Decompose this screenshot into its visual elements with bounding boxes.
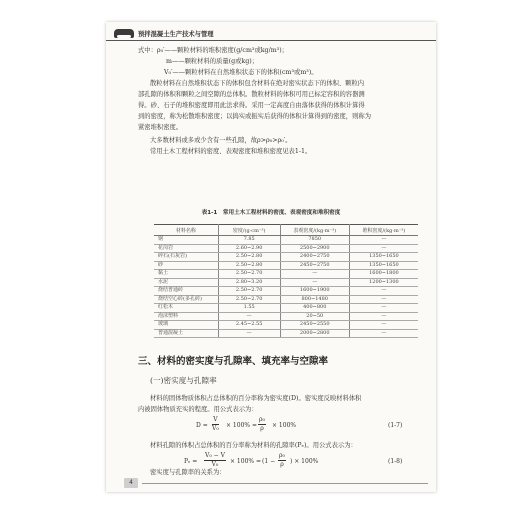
table-row xyxy=(154,278,418,287)
table-cell: 玻璃 xyxy=(154,321,218,330)
table-cell: 烧结普通砖 xyxy=(154,287,218,296)
equation-number: (1-8) xyxy=(388,458,403,465)
table-header-cell: 材料名称 xyxy=(154,225,218,236)
density-table xyxy=(154,224,418,338)
fraction-numerator: ρ₀ xyxy=(279,452,285,459)
table-header-cell: 表观密度/(kg·m⁻³) xyxy=(280,225,349,236)
table-cell: — xyxy=(349,295,418,304)
table-row xyxy=(154,244,418,253)
table-cell: 7850 xyxy=(280,236,349,245)
table-row xyxy=(154,304,418,313)
body-line: 部孔隙的体积和颗粒之间空隙的总体积。散粒材料的体积可用已标定容积的容器测 xyxy=(138,91,365,98)
table-header-cell: 堆积密度/(kg·m⁻³) xyxy=(349,225,418,236)
body-line: 大多数材料或多或少含有一些孔隙，故ρ>ρ₀>ρ₀′。 xyxy=(150,137,292,144)
table-cell: 2.50~2.70 xyxy=(218,295,280,304)
table-cell: 1200~1300 xyxy=(349,278,418,287)
table-cell: — xyxy=(349,287,418,296)
table-cell: 砂 xyxy=(154,261,218,270)
body-line: 内被固体物质充实的程度。用公式表示为： xyxy=(138,406,258,413)
table-cell: — xyxy=(218,329,280,338)
table-cell: 碎石(石灰岩) xyxy=(154,253,218,262)
fraction-denominator: V₀ xyxy=(212,425,219,432)
formula-fraction xyxy=(258,416,266,433)
table-cell: 普通混凝土 xyxy=(154,329,218,338)
running-header xyxy=(106,28,436,41)
table-cell: 1600~1900 xyxy=(280,287,349,296)
table-cell: 红松木 xyxy=(154,304,218,313)
table-cell: — xyxy=(349,236,418,245)
formula-operator: ) × 100% xyxy=(290,458,319,465)
formula-lhs: D = xyxy=(196,422,208,429)
table-cell: 7.85 xyxy=(218,236,280,245)
table-row xyxy=(154,270,418,279)
table-cell: 黏土 xyxy=(154,270,218,279)
table-caption: 表1-1 常用土木工程材料的密度、表观密度和堆积密度 xyxy=(201,210,341,216)
table-cell: 钢 xyxy=(154,236,218,245)
fraction-denominator: V₀ xyxy=(211,461,219,468)
fraction-numerator: V xyxy=(213,416,218,423)
truck-logo-icon xyxy=(114,29,134,38)
table-cell: 800~1480 xyxy=(280,295,349,304)
body-line: 材料的固体物质体积占总体积的百分率称为密实度(D)。密实度反映材料体积 xyxy=(150,395,362,402)
table-row xyxy=(154,295,418,304)
table-row xyxy=(154,287,418,296)
body-line: m——颗粒材料的质量(g或kg)； xyxy=(166,58,259,65)
table-cell: 水泥 xyxy=(154,278,218,287)
formula-density xyxy=(196,416,336,436)
fraction-denominator: ρ xyxy=(260,425,264,432)
body-line: V₀′——颗粒材料在自然堆积状态下的体积(cm³或m³)。 xyxy=(164,69,318,76)
table-cell: 2.50~2.80 xyxy=(218,253,280,262)
table-cell: 泡沫塑料 xyxy=(154,312,218,321)
table-row xyxy=(154,321,418,330)
body-line: 散粒材料在自然堆积状态下的体积包含材料在绝对密实状态下的体积、颗粒内 xyxy=(150,80,365,87)
body-line: 材料孔隙的体积占总体积的百分率称为材料的孔隙率(Pₑ)。用公式表示为： xyxy=(150,442,357,449)
table-cell: 1600~1800 xyxy=(349,270,418,279)
table-cell: 20~50 xyxy=(280,312,349,321)
body-line: 到的密度，称为松散堆积密度；以捣实或振实后获得的体积计算得到的密度，则称为 xyxy=(138,113,371,120)
table-header-cell: 密度/(g·cm⁻³) xyxy=(218,225,280,236)
formula-fraction xyxy=(212,416,219,433)
table-cell: 2.45~2.55 xyxy=(218,321,280,330)
table-row xyxy=(154,261,418,270)
sub-heading: (一)密实度与孔隙率 xyxy=(150,376,217,385)
book-page xyxy=(106,22,436,492)
body-line: 得。砂、石子的堆积密度即用此法求得。采用一定高度自由落体获得的体积计算得 xyxy=(138,102,365,109)
running-header-title: 预拌混凝土生产技术与管理 xyxy=(138,31,214,38)
table-cell: 1350~1650 xyxy=(349,261,418,270)
body-line: 常用土木工程材料的密度、表观密度和堆积密度见表1-1。 xyxy=(150,148,312,155)
table-cell: — xyxy=(349,329,418,338)
body-line: 密实度与孔隙率的关系为： xyxy=(150,469,226,476)
table-cell: 2000~2800 xyxy=(280,329,349,338)
table-cell: 400~800 xyxy=(280,304,349,313)
formula-fraction xyxy=(204,452,226,469)
table-cell: — xyxy=(349,321,418,330)
table-cell: 1.55 xyxy=(218,304,280,313)
formula-lhs: Pₑ = xyxy=(184,458,198,465)
table-cell: 2500~2900 xyxy=(280,244,349,253)
table-cell: — xyxy=(349,312,418,321)
table-header-row xyxy=(154,225,418,236)
section-heading: 三、材料的密实度与孔隙率、填充率与空隙率 xyxy=(138,356,329,367)
formula-fraction xyxy=(278,452,286,469)
table-cell: 2450~2750 xyxy=(280,261,349,270)
table-cell: 2.50~2.70 xyxy=(218,287,280,296)
fraction-numerator: ρ₀ xyxy=(259,416,265,423)
fraction-numerator: V₀ − V xyxy=(205,452,225,459)
table-cell: — xyxy=(349,304,418,313)
table-cell: 2.50~2.70 xyxy=(218,270,280,279)
table-row xyxy=(154,236,418,245)
formula-operator: (1 − xyxy=(262,458,276,465)
table-cell: — xyxy=(349,244,418,253)
body-line: 式中：ρ₀′——颗粒材料的堆积密度(g/cm³或kg/m³)； xyxy=(138,47,288,54)
table-row xyxy=(154,312,418,321)
table-cell: — xyxy=(218,312,280,321)
table-cell: 2.50~2.80 xyxy=(218,261,280,270)
table-cell: — xyxy=(280,270,349,279)
table-row xyxy=(154,329,418,338)
table-cell: 2.60~2.90 xyxy=(218,244,280,253)
table-cell: 2450~2550 xyxy=(280,321,349,330)
equation-number: (1-7) xyxy=(388,422,403,429)
formula-operator: × 100% xyxy=(272,422,297,429)
table-cell: 2400~2750 xyxy=(280,253,349,262)
body-line: 紧密堆积密度。 xyxy=(138,124,183,131)
table-cell: 花岗岩 xyxy=(154,244,218,253)
formula-operator: × 100% = xyxy=(226,422,258,429)
fraction-denominator: ρ xyxy=(280,461,284,468)
table-cell: 1350~1650 xyxy=(349,253,418,262)
page-number: 4 xyxy=(124,478,138,488)
table-cell: 2.80~3.20 xyxy=(218,278,280,287)
table-row xyxy=(154,253,418,262)
footer-rule xyxy=(142,483,428,484)
formula-operator: × 100% = xyxy=(230,458,262,465)
table-cell: — xyxy=(280,278,349,287)
table-cell: 烧结空心砖(多孔砖) xyxy=(154,295,218,304)
